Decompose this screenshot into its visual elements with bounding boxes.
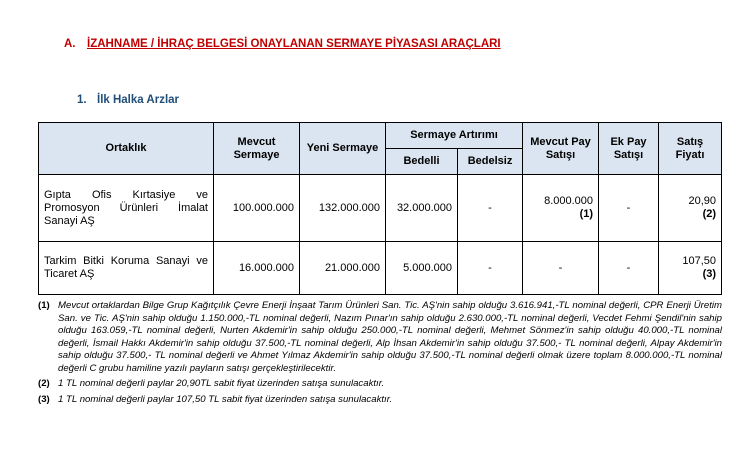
header-additional-share-sale: Ek Pay Satışı bbox=[599, 123, 659, 175]
footnote bbox=[38, 300, 722, 375]
footnote-marker: (3) bbox=[38, 393, 50, 405]
existing-share-sale bbox=[523, 175, 599, 242]
footnote bbox=[38, 378, 722, 391]
footnote-marker: (2) bbox=[38, 378, 50, 389]
footnote-text: 1 TL nominal değerli paylar 20,90TL sabit fiyat üzerinden satışa sunulacaktır. bbox=[58, 378, 385, 389]
header-existing-share-sale: Mevcut Pay Satışı bbox=[523, 123, 599, 175]
header-paid: Bedelli bbox=[386, 149, 458, 175]
new-capital: 132.000.000 bbox=[300, 175, 386, 242]
existing-share-sale-value: 8.000.000 bbox=[544, 195, 594, 207]
company-name: Gıpta Ofis Kırtasiye ve Promosyon Ürünleri İmalat Sanayi AŞ bbox=[39, 175, 214, 242]
sale-price-value: 20,90 bbox=[688, 195, 717, 207]
current-capital: 100.000.000 bbox=[214, 175, 300, 242]
table-row bbox=[39, 242, 722, 295]
header-sale-price: Satış Fiyatı bbox=[659, 123, 722, 175]
sale-price-note: (2) bbox=[702, 208, 717, 220]
ipo-table bbox=[38, 122, 722, 295]
footnote-text: Mevcut ortaklardan Bilge Grup Kağıtçılık Çevre Enerji İnşaat Tarım Ürünleri San. Tic. AŞ'nin sahip olduğu 3.616.941,-TL nominal değerli, CPR Enerji Üretim San. ve Tic. AŞ'nin sahip olduğu 1.150.000,-TL nominal değerli, Nazım Pınar'ın sahip olduğu 2.630.000,-TL nominal değerli, Vecdet Fehmi Şendil'nin sahip olduğu 163.059,-TL nominal değerli, Nurten Akdemir'in sahip olduğu 250.000,-TL nominal değerli, Mehmet Sönmez'in sahip olduğu 40.000,-TL nominal değerli, İsmail Hakkı Akdemir'in sahip olduğu 37.500,-TL nominal değerli, Alp İhsan Akdemir'in sahip olduğu 37.500,- TL nominal değerli, Alpay Akdemir'in sahip olduğu 37.500,- TL nominal değerli ve Ahmet Yılmaz Akdemir'in sahip olduğu 37.500,-TL nominal değerli olmak üzere toplam 8.000.000,-TL nominal değerli C grubu hamiline yazılı payların satışı gerçekleştirilecektir. bbox=[58, 300, 722, 374]
company-name: Tarkim Bitki Koruma Sanayi ve Ticaret AŞ bbox=[39, 242, 214, 295]
section-letter: A. bbox=[64, 38, 76, 50]
section-title bbox=[64, 38, 501, 50]
header-capital-increase: Sermaye Artırımı bbox=[386, 123, 523, 149]
footnote bbox=[38, 394, 722, 407]
additional-share-sale: - bbox=[599, 242, 659, 295]
footnote-text: 1 TL nominal değerli paylar 107,50 TL sabit fiyat üzerinden satışa sunulacaktır. bbox=[58, 393, 393, 405]
table-row bbox=[39, 175, 722, 242]
header-new-capital: Yeni Sermaye bbox=[300, 123, 386, 175]
existing-share-sale: - bbox=[523, 242, 599, 295]
footnotes bbox=[38, 300, 722, 409]
current-capital: 16.000.000 bbox=[214, 242, 300, 295]
header-current-capital: Mevcut Sermaye bbox=[214, 123, 300, 175]
subsection-number: 1. bbox=[77, 94, 87, 106]
free-increase: - bbox=[458, 175, 523, 242]
new-capital: 21.000.000 bbox=[300, 242, 386, 295]
subsection-title bbox=[77, 94, 179, 106]
paid-increase: 32.000.000 bbox=[386, 175, 458, 242]
sale-price-value: 107,50 bbox=[682, 255, 717, 267]
additional-share-sale: - bbox=[599, 175, 659, 242]
section-title-text: İZAHNAME / İHRAÇ BELGESİ ONAYLANAN SERMAYE PİYASASI ARAÇLARI bbox=[87, 38, 501, 50]
sale-price bbox=[659, 175, 722, 242]
paid-increase: 5.000.000 bbox=[386, 242, 458, 295]
subsection-title-text: İlk Halka Arzlar bbox=[97, 94, 180, 106]
sale-price bbox=[659, 242, 722, 295]
header-free: Bedelsiz bbox=[458, 149, 523, 175]
sale-price-note: (3) bbox=[702, 268, 717, 280]
header-company: Ortaklık bbox=[39, 123, 214, 175]
free-increase: - bbox=[458, 242, 523, 295]
existing-share-sale-note: (1) bbox=[579, 208, 594, 220]
footnote-marker: (1) bbox=[38, 300, 50, 311]
